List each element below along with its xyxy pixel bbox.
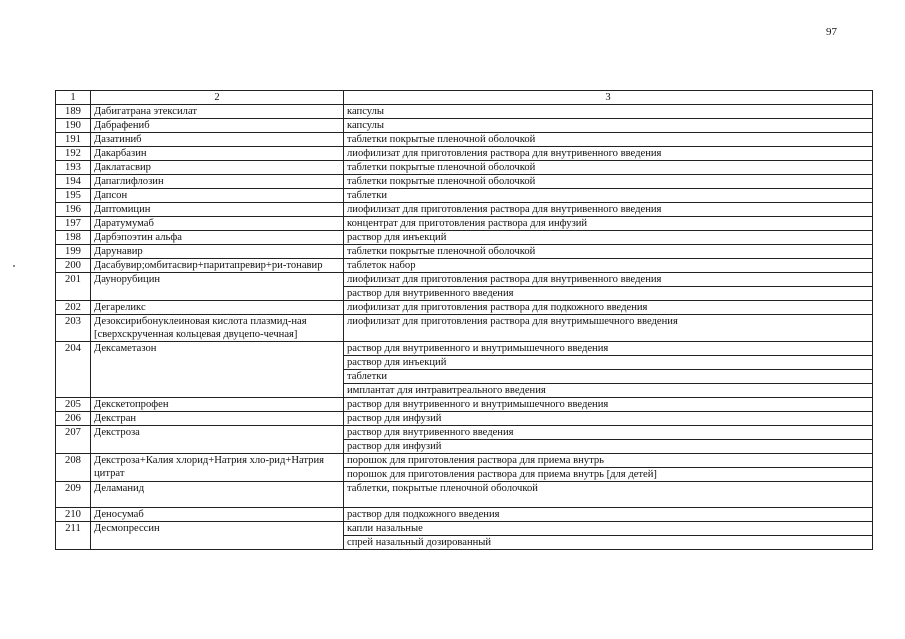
table-row	[56, 273, 873, 301]
row-number: 194	[56, 175, 91, 189]
drug-name: Дазатиниб	[91, 133, 344, 147]
drug-name: Дапаглифлозин	[91, 175, 344, 189]
dosage-form: лиофилизат для приготовления раствора для подкожного введения	[347, 302, 648, 313]
dosage-forms	[344, 105, 873, 119]
dosage-form: раствор для внутривенного и внутримышечного введения	[347, 399, 609, 410]
table-row	[56, 342, 873, 398]
dosage-forms	[344, 217, 873, 231]
dosage-forms	[344, 412, 873, 426]
table-row	[56, 259, 873, 273]
dosage-form: раствор для подкожного введения	[347, 509, 500, 520]
table-row	[56, 119, 873, 133]
dosage-form: концентрат для приготовления раствора для инфузий	[347, 218, 588, 229]
dosage-form: капсулы	[347, 106, 385, 117]
dosage-form: таблетки	[347, 190, 388, 201]
drug-name: Дабрафениб	[91, 119, 344, 133]
drug-name: Десмопрессин	[91, 522, 344, 550]
table-row	[56, 454, 873, 482]
dosage-form: раствор для инфузий	[344, 439, 872, 453]
table-row	[56, 508, 873, 522]
dosage-forms	[344, 189, 873, 203]
dosage-form: раствор для внутривенного введения	[344, 286, 872, 300]
dosage-forms	[344, 133, 873, 147]
dosage-form: раствор для внутривенного и внутримышечного введения	[347, 343, 609, 354]
dosage-forms	[344, 245, 873, 259]
drug-name: Дапсон	[91, 189, 344, 203]
row-number: 206	[56, 412, 91, 426]
table-row	[56, 245, 873, 259]
dosage-forms	[344, 119, 873, 133]
table-row	[56, 175, 873, 189]
row-number: 191	[56, 133, 91, 147]
table-row	[56, 426, 873, 454]
dosage-form: лиофилизат для приготовления раствора для внутримышечного введения	[347, 316, 678, 327]
row-number: 199	[56, 245, 91, 259]
dosage-form: раствор для инфузий	[347, 413, 442, 424]
dosage-form: лиофилизат для приготовления раствора для внутривенного введения	[347, 148, 662, 159]
row-number: 193	[56, 161, 91, 175]
dosage-form: таблетки покрытые пленочной оболочкой	[347, 176, 536, 187]
table-row	[56, 217, 873, 231]
drug-name: Декстран	[91, 412, 344, 426]
row-number: 200	[56, 259, 91, 273]
dosage-form: порошок для приготовления раствора для приема внутрь	[347, 455, 604, 466]
row-number: 192	[56, 147, 91, 161]
dosage-forms	[344, 482, 873, 508]
row-number: 189	[56, 105, 91, 119]
table-row	[56, 161, 873, 175]
dosage-form: раствор для инъекций	[344, 355, 872, 369]
dosage-form: лиофилизат для приготовления раствора для внутривенного введения	[347, 204, 662, 215]
dosage-forms	[344, 301, 873, 315]
row-number: 201	[56, 273, 91, 301]
table-row	[56, 301, 873, 315]
drug-name: Декскетопрофен	[91, 398, 344, 412]
header-col-3: 3	[344, 91, 873, 105]
row-number: 210	[56, 508, 91, 522]
dosage-form: таблетки покрытые пленочной оболочкой	[347, 134, 536, 145]
table-row	[56, 398, 873, 412]
dosage-form: лиофилизат для приготовления раствора для внутривенного введения	[347, 274, 662, 285]
dosage-forms	[344, 315, 873, 342]
row-number: 203	[56, 315, 91, 342]
dosage-form: таблетки, покрытые пленочной оболочкой	[347, 483, 538, 494]
row-number: 205	[56, 398, 91, 412]
dosage-forms	[344, 454, 873, 482]
drug-name: Дабигатрана этексилат	[91, 105, 344, 119]
dosage-form: таблетки покрытые пленочной оболочкой	[347, 162, 536, 173]
table-row	[56, 189, 873, 203]
page-number: 97	[826, 26, 837, 38]
row-number: 211	[56, 522, 91, 550]
dosage-form: имплантат для интравитреального введения	[344, 383, 872, 397]
dosage-form: порошок для приготовления раствора для приема внутрь [для детей]	[344, 467, 872, 481]
row-number: 198	[56, 231, 91, 245]
drug-name: Дегареликс	[91, 301, 344, 315]
dosage-forms	[344, 259, 873, 273]
row-number: 208	[56, 454, 91, 482]
drug-name: Дарбэпоэтин альфа	[91, 231, 344, 245]
drug-name: Даунорубицин	[91, 273, 344, 301]
dosage-forms	[344, 522, 873, 550]
dosage-forms	[344, 342, 873, 398]
table-row	[56, 412, 873, 426]
dosage-form: раствор для внутривенного введения	[347, 427, 514, 438]
drug-name: Дарунавир	[91, 245, 344, 259]
dosage-form: капсулы	[347, 120, 385, 131]
dosage-forms	[344, 147, 873, 161]
drug-name: Даратумумаб	[91, 217, 344, 231]
dosage-form: раствор для инъекций	[347, 232, 447, 243]
row-number: 197	[56, 217, 91, 231]
dosage-forms	[344, 231, 873, 245]
drug-name: Дексаметазон	[91, 342, 344, 398]
table-row	[56, 231, 873, 245]
row-number: 196	[56, 203, 91, 217]
drug-name: Даклатасвир	[91, 161, 344, 175]
table-row	[56, 147, 873, 161]
table-row	[56, 203, 873, 217]
drug-table	[55, 90, 873, 550]
dosage-form: капли назальные	[347, 523, 423, 534]
row-number: 207	[56, 426, 91, 454]
drug-name: Дезоксирибонуклеиновая кислота плазмид-ная [сверхскрученная кольцевая двуцепо-чечная]	[91, 315, 344, 342]
dosage-forms	[344, 161, 873, 175]
drug-name: Дасабувир;омбитасвир+паритапревир+ри-тонавир	[91, 259, 344, 273]
drug-name: Дакарбазин	[91, 147, 344, 161]
table-row	[56, 105, 873, 119]
drug-name: Деламанид	[91, 482, 344, 508]
row-number: 209	[56, 482, 91, 508]
table-row	[56, 522, 873, 550]
table-row	[56, 482, 873, 508]
drug-name: Даптомицин	[91, 203, 344, 217]
row-number: 190	[56, 119, 91, 133]
dosage-forms	[344, 398, 873, 412]
dosage-forms	[344, 273, 873, 301]
header-col-1: 1	[56, 91, 91, 105]
dosage-form: спрей назальный дозированный	[344, 535, 872, 549]
dosage-forms	[344, 175, 873, 189]
table-header-row	[56, 91, 873, 105]
dosage-form: таблеток набор	[347, 260, 416, 271]
row-number: 204	[56, 342, 91, 398]
header-col-2: 2	[91, 91, 344, 105]
dosage-form: таблетки покрытые пленочной оболочкой	[347, 246, 536, 257]
table-row	[56, 133, 873, 147]
drug-name: Декстроза	[91, 426, 344, 454]
scan-speck	[13, 265, 15, 267]
row-number: 195	[56, 189, 91, 203]
row-number: 202	[56, 301, 91, 315]
dosage-forms	[344, 426, 873, 454]
drug-name: Деносумаб	[91, 508, 344, 522]
dosage-forms	[344, 508, 873, 522]
dosage-form: таблетки	[344, 369, 872, 383]
table-row	[56, 315, 873, 342]
dosage-forms	[344, 203, 873, 217]
drug-name: Декстроза+Калия хлорид+Натрия хло-рид+Натрия цитрат	[91, 454, 344, 482]
